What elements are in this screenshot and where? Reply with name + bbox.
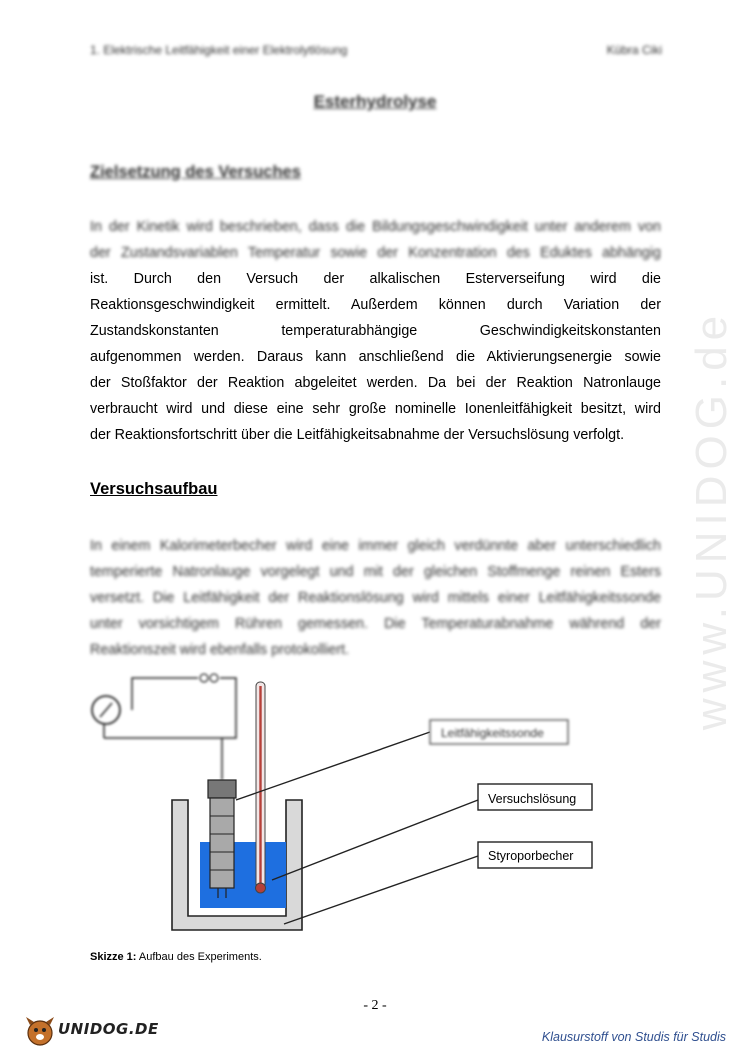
paragraph-line: In der Kinetik wird beschrieben, dass die Bildungsgeschwindigkeit unter anderem von [90,219,661,235]
paragraph-versuchsaufbau [90,533,661,663]
paragraph-line: versetzt. Die Leitfähigkeit der Reaktionslösung wird mittels einer Leitfähigkeitssonde [90,590,661,606]
conductivity-probe [208,780,236,898]
paragraph-line: aufgenommen werden. Daraus kann anschließend die Aktivierungsenergie sowie [90,349,661,365]
experiment-sketch [80,668,600,938]
footer-tagline: Klausurstoff von Studis für Studis [541,1030,726,1044]
watermark: www.UNIDOG.de [687,309,736,731]
paragraph-line: Reaktionszeit wird ebenfalls protokolliert. [90,642,350,658]
logo-text: UNIDOG.DE [58,1020,159,1038]
caption-text: Aufbau des Experiments. [136,951,262,963]
label-solution: Versuchslösung [488,792,577,806]
pointer-solution [272,800,478,880]
label-probe: Leitfähigkeitssonde [441,726,544,740]
paragraph-line: In einem Kalorimeterbecher wird eine immer gleich verdünnte aber unterschiedlich [90,538,661,554]
paragraph-line: ist. Durch den Versuch der alkalischen Esterverseifung wird die [90,271,661,287]
paragraph-line: der Zustandsvariablen Temperatur sowie der Konzentration des Eduktes abhängig [90,245,661,261]
thermometer [256,682,266,893]
page-header-left: 1. Elektrische Leitfähigkeit einer Elektrolytlösung [90,43,348,57]
paragraph-line: Zustandskonstanten temperaturabhängige Geschwindigkeitskonstanten [90,323,661,339]
dog-icon [28,1021,52,1045]
paragraph-line: temperierte Natronlauge vorgelegt und mit der gleichen Stoffmenge reinen Esters [90,564,661,580]
paragraph-line: verbraucht wird und diese eine sehr große nominelle Ionenleitfähigkeit besitzt, wird [90,401,661,417]
paragraph-zielsetzung [90,214,661,448]
page-number: - 2 - [363,998,387,1013]
measurement-circuit [92,674,236,780]
figure-caption [90,951,262,963]
section-heading-zielsetzung: Zielsetzung des Versuches [90,163,301,181]
page-title: Esterhydrolyse [313,92,437,111]
page-header-right: Kübra Ciki [606,43,662,57]
caption-label: Skizze 1: [90,951,137,963]
paragraph-line: der Stoßfaktor der Reaktion abgeleitet werden. Da bei der Reaktion Natronlauge [90,375,661,391]
label-beaker: Styroporbecher [488,849,574,863]
section-heading-versuchsaufbau: Versuchsaufbau [90,480,218,498]
paragraph-line: der Reaktionsfortschritt über die Leitfähigkeitsabnahme der Versuchslösung verfolgt. [90,427,625,443]
paragraph-line: Reaktionsgeschwindigkeit ermittelt. Außerdem können durch Variation der [90,297,661,313]
pointer-beaker [284,856,478,924]
paragraph-line: unter vorsichtigem Rühren gemessen. Die Temperaturabnahme während der [90,616,661,632]
